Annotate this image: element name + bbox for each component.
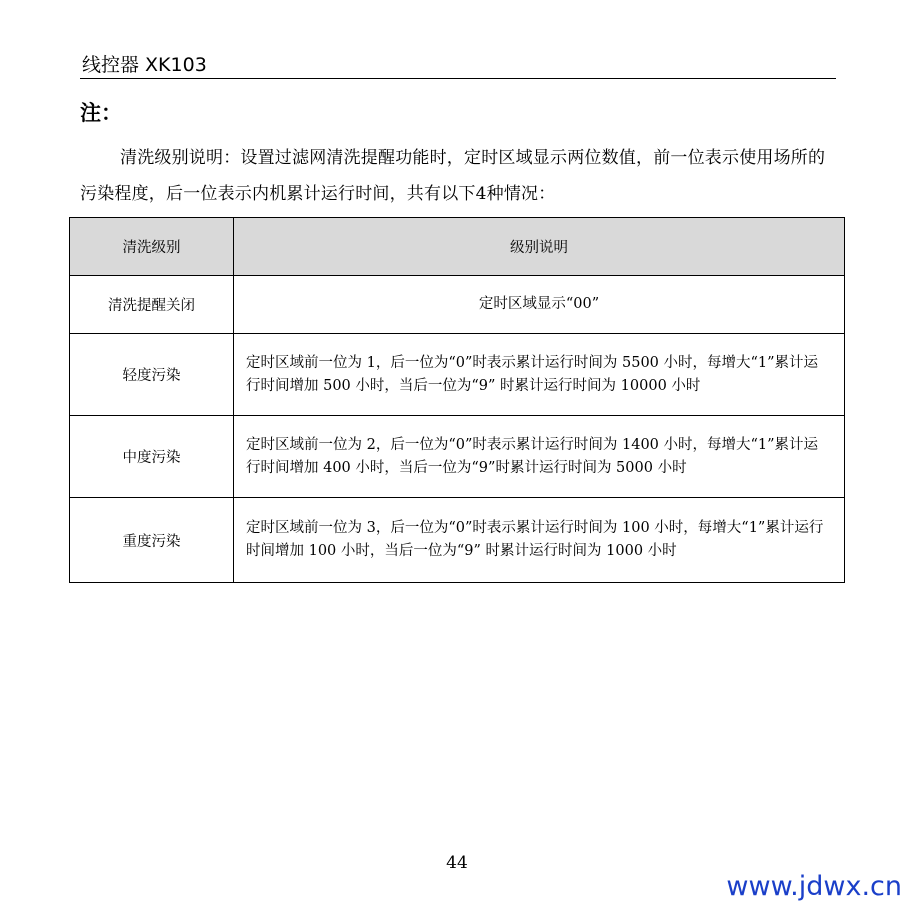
table-row xyxy=(70,498,845,583)
table-row xyxy=(70,334,845,416)
table-header-row xyxy=(70,218,845,276)
level-cell: 轻度污染 xyxy=(70,334,234,416)
page-number: 44 xyxy=(446,853,468,873)
description-cell: 定时区域显示“00” xyxy=(234,276,845,334)
header-title: 线控器 XK103 xyxy=(82,54,207,76)
header-divider xyxy=(80,78,836,79)
description-cell: 定时区域前一位为 1，后一位为“0”时表示累计运行时间为 5500 小时，每增大“1”累计运行时间增加 500 小时，当后一位为“9” 时累计运行时间为 10000 小时 xyxy=(234,334,845,416)
note-title: 注： xyxy=(80,101,122,125)
level-cell: 重度污染 xyxy=(70,498,234,583)
cleaning-level-table xyxy=(69,217,845,583)
table-row xyxy=(70,276,845,334)
note-paragraph: 清洗级别说明：设置过滤网清洗提醒功能时，定时区域显示两位数值，前一位表示使用场所的污染程度，后一位表示内机累计运行时间，共有以下4种情况： xyxy=(80,148,826,204)
description-cell: 定时区域前一位为 2，后一位为“0”时表示累计运行时间为 1400 小时，每增大“1”累计运行时间增加 400 小时，当后一位为“9”时累计运行时间为 5000 小时 xyxy=(234,416,845,498)
level-cell: 清洗提醒关闭 xyxy=(70,276,234,334)
header-cell-level: 清洗级别 xyxy=(70,218,234,276)
table-row xyxy=(70,416,845,498)
description-cell: 定时区域前一位为 3，后一位为“0”时表示累计运行时间为 100 小时，每增大“1”累计运行时间增加 100 小时，当后一位为“9” 时累计运行时间为 1000 小时 xyxy=(234,498,845,583)
watermark: www.jdwx.cn xyxy=(726,871,902,902)
header-cell-description: 级别说明 xyxy=(234,218,845,276)
level-cell: 中度污染 xyxy=(70,416,234,498)
